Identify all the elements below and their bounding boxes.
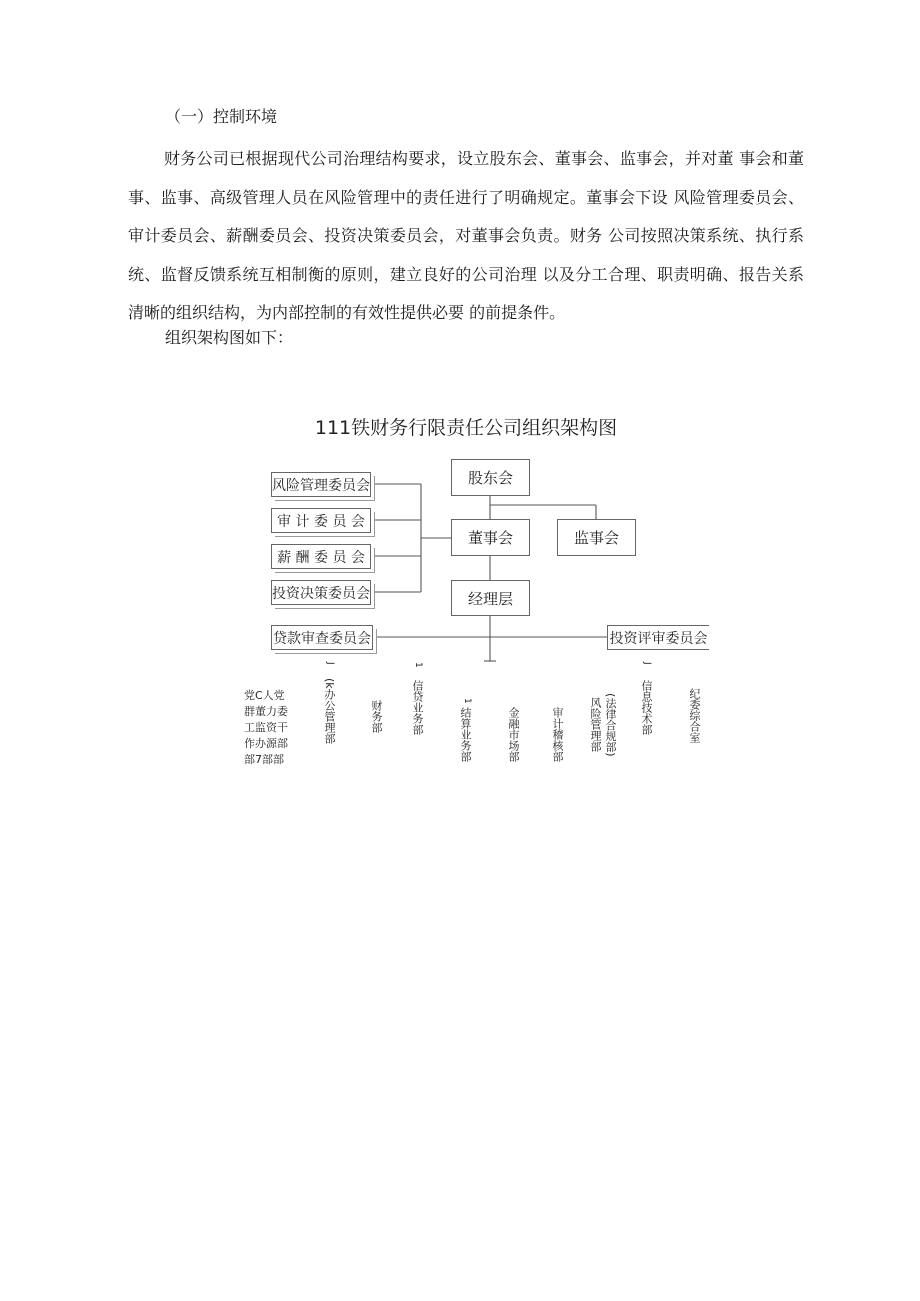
dept-mark: 1 [462, 698, 472, 704]
dept-audit: 审计稽核部 [551, 707, 564, 762]
committee-audit-box: 审 计 委 员 会 [271, 508, 371, 533]
dept-it: 信息技术部 [640, 680, 653, 735]
org-chart-title: 111铁财务行限责任公司组织架构图 [314, 417, 618, 439]
committee-investment-decision-box: 投资决策委员会 [271, 580, 371, 605]
dept-mark: J [642, 662, 652, 665]
committee-risk-box: 风险管理委员会 [271, 472, 371, 497]
section-heading: （一）控制环境 [165, 107, 278, 126]
shareholders-box: 股东会 [451, 459, 530, 496]
dept-risk-management: 风险管理部 [589, 697, 602, 752]
board-box: 董事会 [451, 519, 530, 556]
dept-finance: 财务部 [370, 700, 383, 733]
dept-mark: J [325, 662, 335, 665]
loan-review-committee-box: 贷款审查委员会 [271, 625, 373, 650]
dept-mark: 1 [413, 662, 423, 668]
management-box: 经理层 [451, 580, 530, 616]
dept-office: (k办公管理部 [323, 678, 336, 744]
chart-intro: 组织架构图如下： [165, 328, 294, 347]
dept-legal-compliance: (法律合规部) [604, 693, 617, 757]
dept-discipline-office: 纪委综合室 [688, 688, 701, 743]
investment-review-committee-box: 投资评审委员会 [607, 625, 709, 650]
dept-settlement: 结算业务部 [459, 707, 472, 762]
dept-credit: 信贷业务部 [411, 680, 424, 735]
body-paragraph: 财务公司已根据现代公司治理结构要求，设立股东会、董事会、监事会，并对董 事会和董事、监事、高级管理人员在风险管理中的责任进行了明确规定。董事会下设 风险管理委员会、审计委员会、薪酬委员会、投资决策委员会，对董事会负责。财务 公司按照决策系统、执行系统、监督反馈系统互相制衡的原则，建立良好的公司治理 以及分工合理、职责明确、报告关系清晰的组织结构，为内部控制的有效性提供必要 的前提条件。 [128, 149, 804, 322]
committee-compensation-box: 薪 酬 委 员 会 [271, 544, 371, 569]
supervisors-box: 监事会 [557, 519, 636, 556]
dept-party-block: 党C人党 群董力委 工监资干 作办源部 部7部部 [244, 689, 288, 766]
dept-financial-markets: 金融市场部 [507, 707, 520, 762]
